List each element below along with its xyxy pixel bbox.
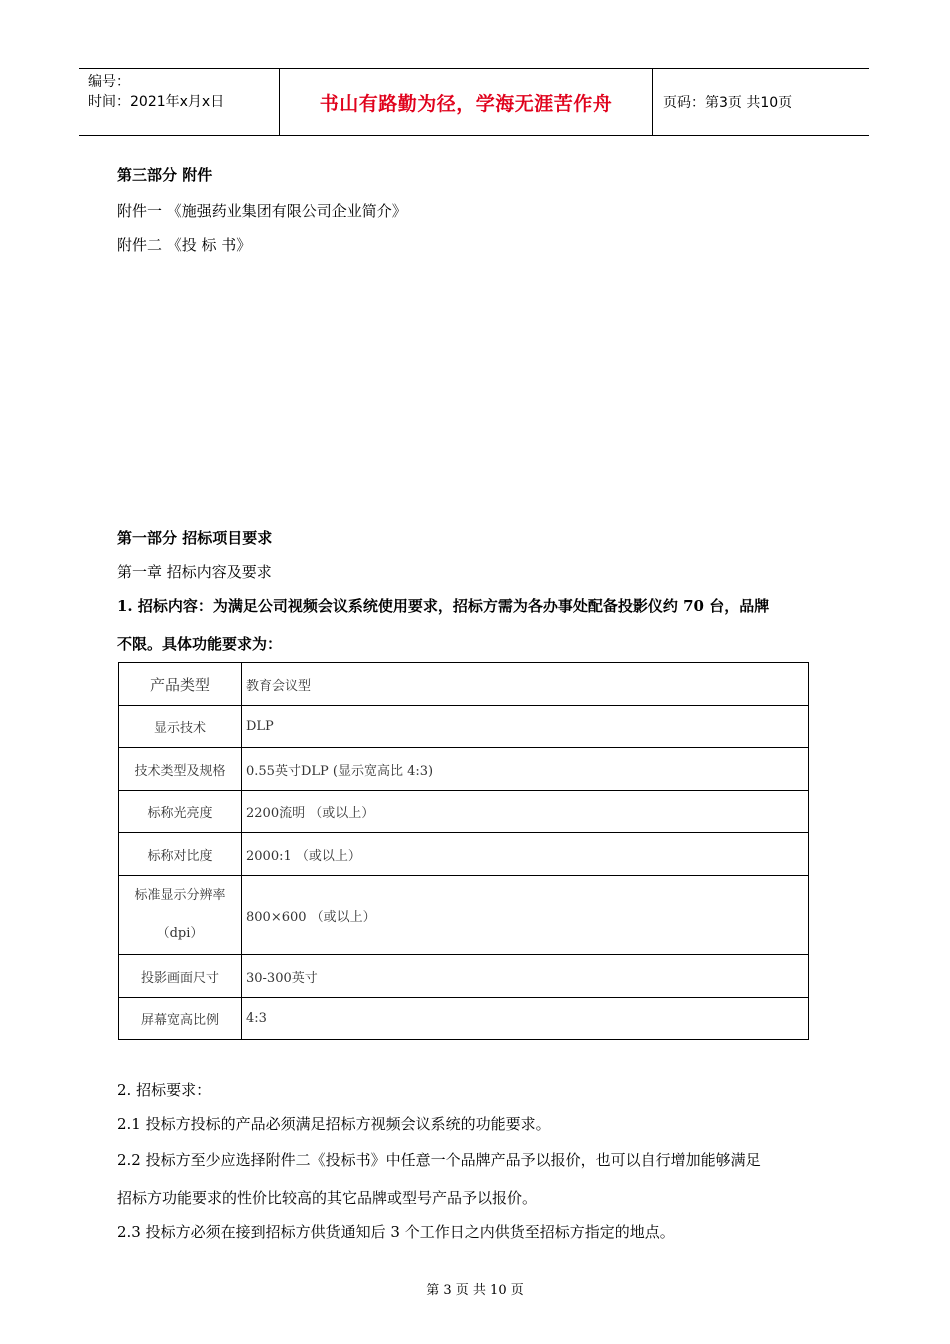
spec-value: 4:3	[242, 998, 809, 1040]
table-row	[119, 706, 809, 748]
content-line-2: 不限。具体功能要求为：	[117, 635, 283, 653]
attachment-1: 附件一 《施强药业集团有限公司企业简介》	[117, 202, 407, 220]
requirement-2-2-line-2: 招标方功能要求的性价比较高的其它品牌或型号产品予以报价。	[117, 1189, 538, 1207]
chapter-title: 第一章 招标内容及要求	[117, 563, 272, 581]
spec-value: DLP	[242, 706, 809, 748]
part1-title: 第一部分 招标项目要求	[117, 529, 273, 547]
requirement-2-1: 2.1 投标方投标的产品必须满足招标方视频会议系统的功能要求。	[117, 1115, 551, 1133]
table-row	[119, 791, 809, 833]
number-label: 编号：	[88, 74, 130, 90]
header-meta	[79, 69, 280, 135]
spec-value: 800×600 （或以上）	[242, 876, 809, 955]
header-page-info: 页码：第3页 共10页	[663, 95, 793, 111]
spec-value: 教育会议型	[242, 663, 809, 706]
spec-key	[119, 876, 242, 955]
spec-key: 标称光亮度	[119, 791, 242, 833]
part3-title: 第三部分 附件	[117, 166, 213, 184]
spec-key: 屏幕宽高比例	[119, 998, 242, 1040]
spec-key: 标称对比度	[119, 833, 242, 876]
page-footer: 第 3 页 共 10 页	[426, 1283, 524, 1298]
attachment-2: 附件二 《投 标 书》	[117, 236, 252, 254]
spec-key: 产品类型	[119, 663, 242, 706]
page-header	[79, 68, 869, 136]
table-row	[119, 955, 809, 998]
spec-key: 技术类型及规格	[119, 748, 242, 791]
spec-table	[118, 662, 809, 1040]
table-row	[119, 833, 809, 876]
spec-value: 2200流明 （或以上）	[242, 791, 809, 833]
table-row	[119, 998, 809, 1040]
requirements-title: 2. 招标要求：	[117, 1081, 212, 1099]
spec-key-line-1: 标准显示分辨率	[134, 888, 226, 903]
table-row	[119, 876, 809, 955]
time-label: 时间：2021年x月x日	[88, 94, 225, 110]
table-row	[119, 663, 809, 706]
spec-value: 2000:1 （或以上）	[242, 833, 809, 876]
spec-key: 显示技术	[119, 706, 242, 748]
content-line-1: 1. 招标内容：为满足公司视频会议系统使用要求，招标方需为各办事处配备投影仪约 70 台，品牌	[117, 597, 770, 615]
table-row	[119, 748, 809, 791]
spec-value: 0.55英寸DLP (显示宽高比 4:3)	[242, 748, 809, 791]
requirement-2-3: 2.3 投标方必须在接到招标方供货通知后 3 个工作日之内供货至招标方指定的地点。	[117, 1223, 675, 1241]
spec-key: 投影画面尺寸	[119, 955, 242, 998]
header-motto: 书山有路勤为径，学海无涯苦作舟	[280, 69, 653, 135]
requirement-2-2-line-1: 2.2 投标方至少应选择附件二《投标书》中任意一个品牌产品予以报价，也可以自行增加能够满足	[117, 1151, 761, 1169]
spec-value: 30-300英寸	[242, 955, 809, 998]
spec-key-line-2: （dpi）	[156, 926, 204, 941]
